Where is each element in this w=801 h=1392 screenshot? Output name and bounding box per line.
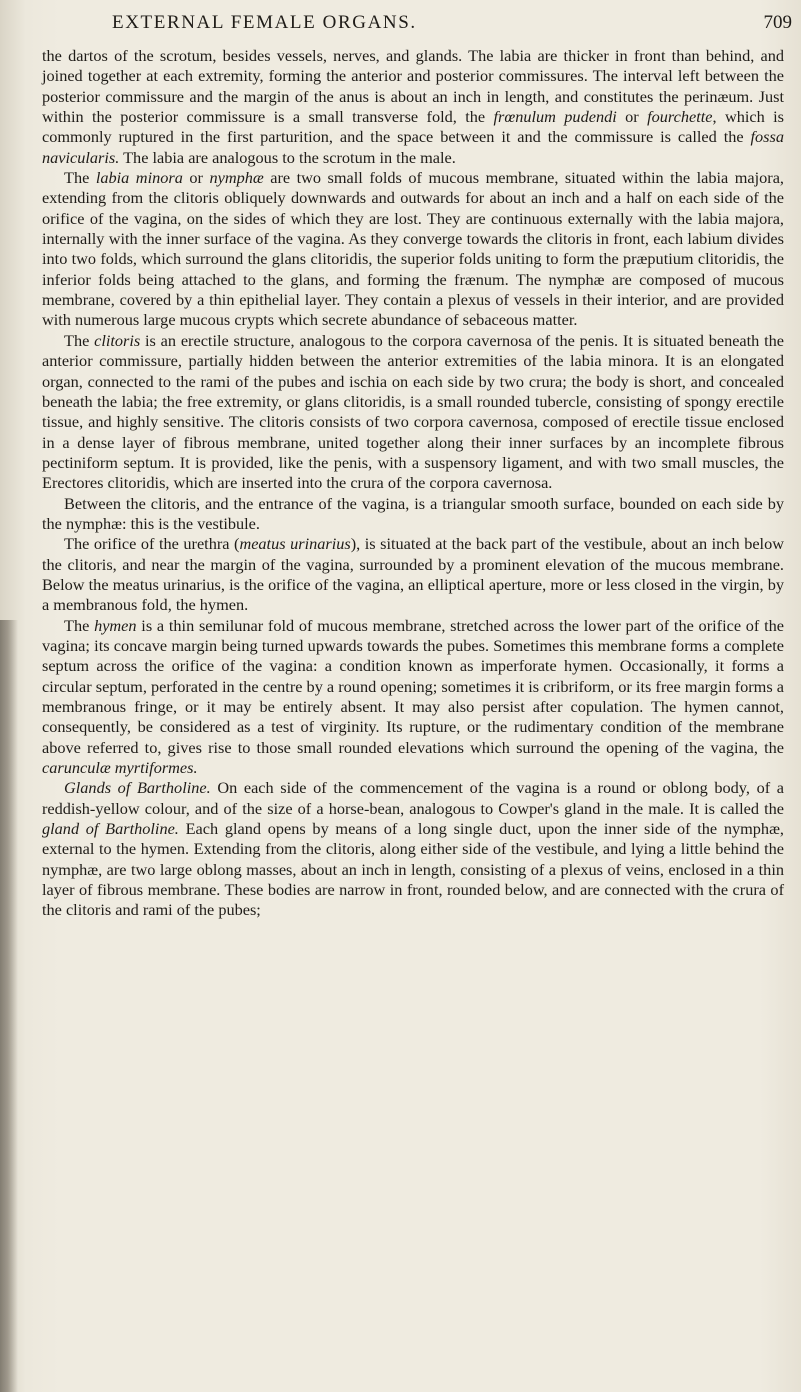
- paragraph: [42, 534, 784, 615]
- italic-term: carunculæ myrtiformes.: [42, 758, 198, 778]
- page-header: [112, 12, 792, 42]
- paragraph: [42, 46, 784, 168]
- running-head: EXTERNAL FEMALE ORGANS.: [112, 12, 417, 33]
- text-run: the dartos of the scrotum, besides vessels, nerves, and glands. The labia are thicker in front than behind, and joined together at each extremity, forming the anterior and posterior commissures. The interval left between the posterior commissure and the margin of the anus is about an inch in length, and constitutes the perinæum. Just within the posterior commissure is a small transverse fold, the: [42, 46, 784, 127]
- text-run: Between the clitoris, and the entrance of the vagina, is a triangular smooth surface, bounded on each side by the nymphæ: this is the vestibule.: [42, 493, 784, 533]
- text-run: , which is commonly ruptured in the first parturition, and the space between it and the commissure is called the: [42, 107, 784, 147]
- text-run: or: [182, 168, 210, 188]
- text-run: The: [64, 330, 95, 350]
- italic-term: Glands of Bartholine.: [64, 778, 211, 798]
- binding-shadow: [0, 620, 18, 1392]
- italic-term: meatus urinarius: [239, 534, 351, 554]
- text-run: The orifice of the urethra (: [64, 534, 240, 554]
- text-run: The: [64, 615, 95, 635]
- paragraph: [42, 778, 784, 920]
- paragraph: [42, 494, 784, 535]
- italic-term: nymphæ: [209, 168, 264, 188]
- italic-term: clitoris: [94, 330, 141, 350]
- text-run: are two small folds of mucous membrane, situated within the labia majora, extending from the clitoris obliquely downwards and outwards for about an inch and a half on each side of the orifice of the vagina, on the sides of which they are lost. They are continuous externally with the labia majora, internally with the inner surface of the vagina. As they converge towards the clitoris in front, each labium divides into two folds, which surround the glans clitoridis, the superior folds uniting to form the præputium clitoridis, the inferior folds being attached to the glans, and forming the frænum. The nymphæ are composed of mucous membrane, covered by a thin epithelial layer. They contain a plexus of vessels in their interior, and are provided with numerous large mucous crypts which secrete abundance of sebaceous matter.: [42, 168, 785, 330]
- italic-term: hymen: [94, 615, 137, 635]
- italic-term: fossa navicularis.: [42, 127, 784, 167]
- paragraph: [42, 331, 784, 494]
- paragraph: [42, 616, 784, 779]
- text-run: ), is situated at the back part of the vestibule, about an inch below the clitoris, and near the margin of the vagina, surrounded by a prominent elevation of the mucous membrane. Below the meatus urinarius, is the orifice of the vagina, an elliptical aperture, more or less closed in the virgin, by a membranous fold, the hymen.: [42, 534, 784, 615]
- text-run: is a thin semilunar fold of mucous membrane, stretched across the lower part of the orifice of the vagina; its concave margin being turned upwards towards the pubes. Sometimes this membrane forms a complete septum across the orifice of the vagina: a condition known as imperforate hymen. Occasionally, it forms a circular septum, perforated in the centre by a round opening; sometimes it is cribriform, or its free margin forms a membranous fringe, or it may be entirely absent. It may also persist after copulation. The hymen cannot, consequently, be considered as a test of virginity. Its rupture, or the rudimentary condition of the membrane above referred to, gives rise to those small rounded elevations which surround the opening of the vagina, the: [42, 615, 784, 757]
- text-run: On each side of the commencement of the vagina is a round or oblong body, of a reddish-yellow colour, and of the size of a horse-bean, analogous to Cowper's gland in the male. It is called the: [42, 778, 784, 818]
- text-run: Each gland opens by means of a long single duct, upon the inner side of the nymphæ, external to the hymen. Extending from the clitoris, along either side of the vestibule, and lying a little behind the nymphæ, are two large oblong masses, about an inch in length, consisting of a plexus of veins, enclosed in a thin layer of fibrous membrane. These bodies are narrow in front, rounded below, and are connected with the crura of the clitoris and rami of the pubes;: [42, 819, 784, 920]
- body-text: [42, 46, 784, 921]
- italic-term: labia minora: [95, 168, 183, 188]
- page-number: 709: [763, 12, 792, 33]
- italic-term: gland of Bartholine.: [42, 819, 179, 839]
- italic-term: frœnulum pudendi: [493, 107, 617, 127]
- text-run: The: [64, 168, 96, 188]
- text-run: is an erectile structure, analogous to the corpora cavernosa of the penis. It is situated beneath the anterior commissure, partially hidden between the anterior extremities of the labia minora. It is an elongated organ, connected to the rami of the pubes and ischia on each side by two crura; the body is short, and concealed beneath the labia; the free extremity, or glans clitoridis, is a small rounded tubercle, consisting of spongy erectile tissue, and highly sensitive. The clitoris consists of two corpora cavernosa, composed of erectile tissue enclosed in a dense layer of fibrous membrane, united together along their inner surfaces by an incomplete fibrous pectiniform septum. It is provided, like the penis, with a suspensory ligament, and with two small muscles, the Erectores clitoridis, which are inserted into the crura of the corpora cavernosa.: [42, 330, 784, 493]
- text-run: or: [616, 107, 648, 127]
- paragraph: [42, 168, 784, 331]
- text-run: The labia are analogous to the scrotum in the male.: [119, 147, 456, 167]
- italic-term: fourchette: [647, 107, 713, 127]
